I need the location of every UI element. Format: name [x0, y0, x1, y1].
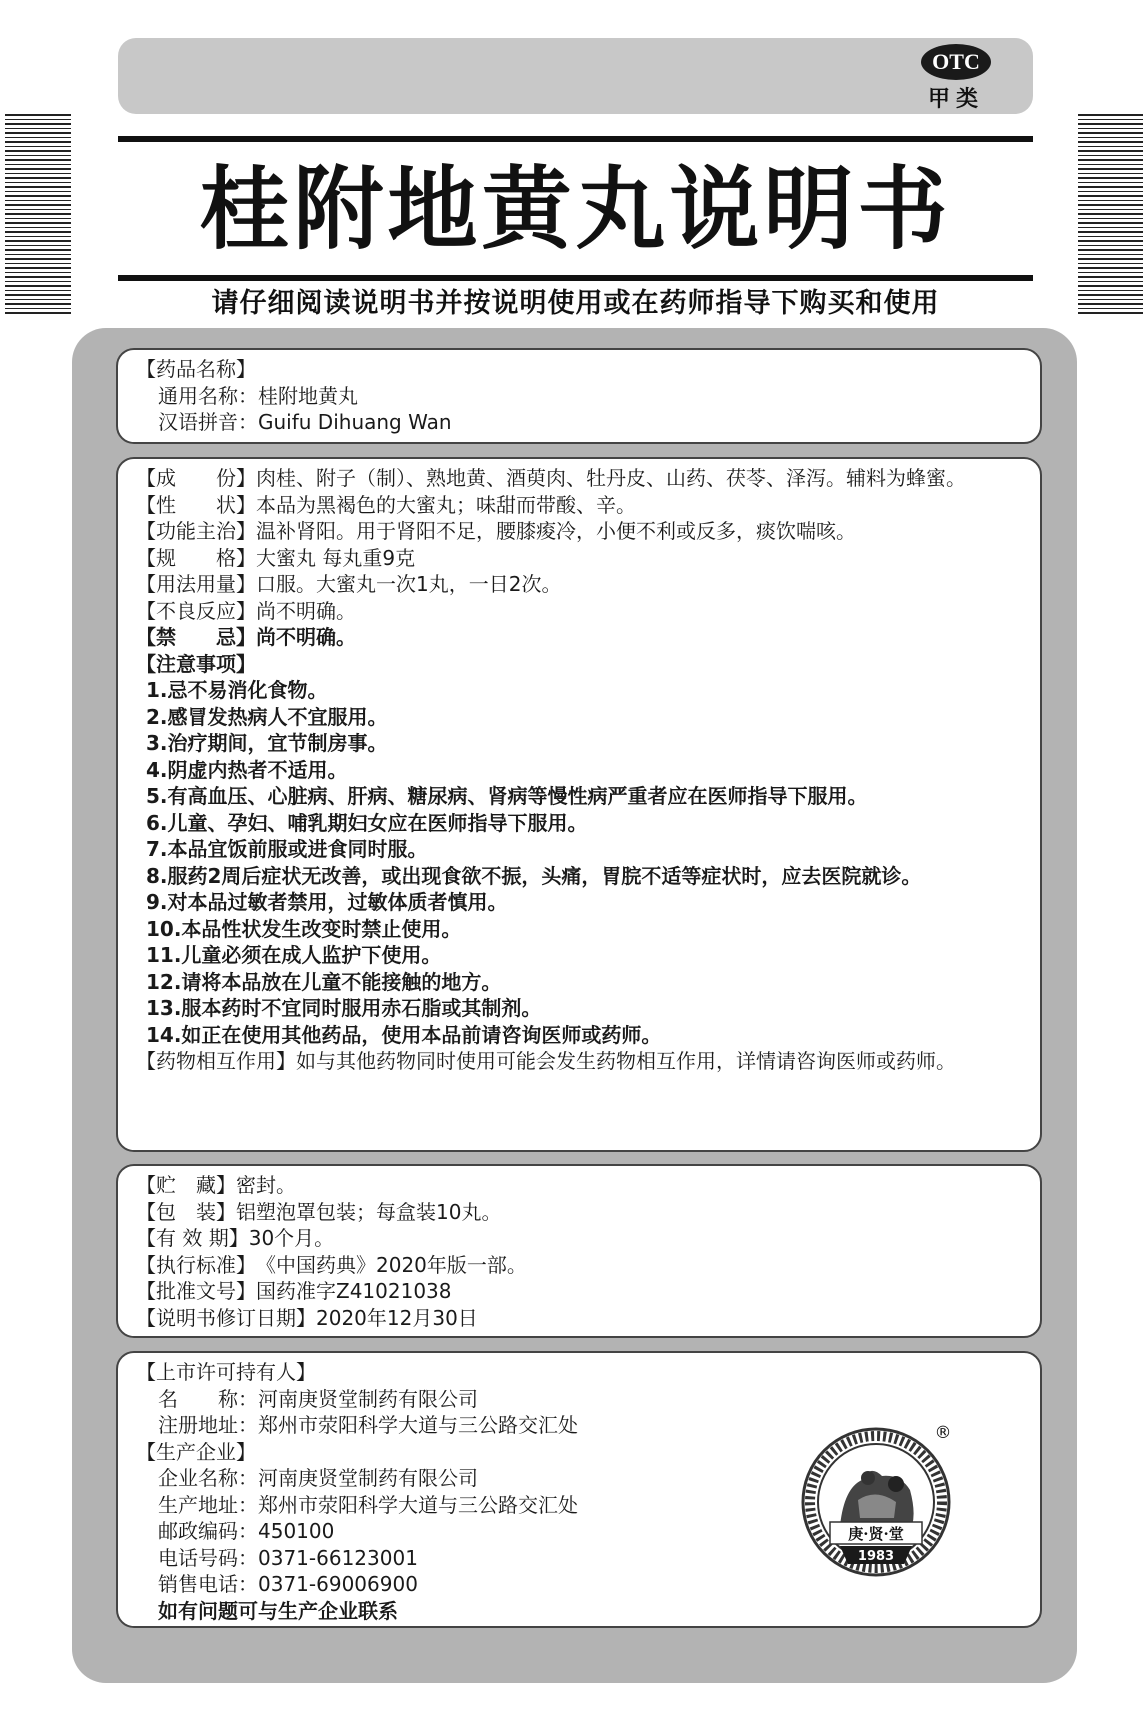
precaution-item: 9.对本品过敏者禁用，过敏体质者慎用。: [146, 890, 508, 914]
expiry-value: 30个月。: [248, 1226, 335, 1250]
package-label: 【包 装】: [136, 1199, 236, 1224]
manufacturer-heading: 【生产企业】: [136, 1439, 256, 1464]
manufacturer-name-label: 企业名称：: [158, 1466, 258, 1490]
approval-label: 【批准文号】: [136, 1279, 256, 1303]
manufacturer-address-value: 郑州市荥阳科学大道与三公路交汇处: [258, 1492, 578, 1517]
dosage-label: 【用法用量】: [136, 572, 256, 596]
holder-address-value: 郑州市荥阳科学大道与三公路交汇处: [258, 1413, 578, 1437]
contraindication-label: 【禁 忌】: [136, 625, 256, 649]
adverse-label: 【不良反应】: [136, 598, 256, 623]
precaution-item: 4.阴虚内热者不适用。: [146, 757, 348, 782]
precaution-item: 2.感冒发热病人不宜服用。: [146, 704, 388, 729]
phone-label: 电话号码：: [158, 1545, 258, 1570]
logo-brand-text: 庚·贤·堂: [848, 1525, 904, 1543]
indications-label: 【功能主治】: [136, 519, 256, 543]
precautions-label: 【注意事项】: [136, 651, 256, 676]
ingredients-label: 【成 份】: [136, 466, 256, 490]
precaution-item: 1.忌不易消化食物。: [146, 678, 328, 702]
barcode-left: [5, 114, 71, 314]
package-value: 铝塑泡罩包装；每盒装10丸。: [236, 1199, 502, 1224]
precaution-item: 5.有高血压、心脏病、肝病、糖尿病、肾病等慢性病严重者应在医师指导下服用。: [146, 784, 868, 808]
phone-value: 0371-66123001: [258, 1545, 418, 1570]
manufacturer-name-value: 河南庚贤堂制药有限公司: [258, 1466, 478, 1490]
precaution-item: 11.儿童必须在成人监护下使用。: [146, 943, 442, 967]
holder-address-label: 注册地址：: [158, 1413, 258, 1437]
storage-section: [116, 1164, 1042, 1338]
contact-note: 如有问题可与生产企业联系: [158, 1598, 398, 1623]
precaution-item: 10.本品性状发生改变时禁止使用。: [146, 916, 462, 941]
precaution-item: 13.服本药时不宜同时服用赤石脂或其制剂。: [146, 996, 542, 1020]
appearance-value: 本品为黑褐色的大蜜丸；味甜而带酸、辛。: [256, 492, 636, 517]
storage-value: 密封。: [236, 1173, 296, 1197]
precaution-item: 14.如正在使用其他药品，使用本品前请咨询医师或药师。: [146, 1022, 662, 1047]
storage-label: 【贮 藏】: [136, 1173, 236, 1197]
pinyin-value: Guifu Dihuang Wan: [258, 410, 452, 434]
holder-name-label: 名 称：: [158, 1386, 258, 1411]
generic-name-value: 桂附地黄丸: [258, 383, 358, 408]
revision-date-value: 2020年12月30日: [316, 1305, 478, 1330]
revision-date-label: 【说明书修订日期】: [136, 1305, 316, 1330]
drug-name-section: [116, 348, 1042, 444]
page-title: 桂附地黄丸说明书: [199, 157, 952, 262]
spec-value: 大蜜丸 每丸重9克: [256, 545, 416, 570]
ingredients-value: 肉桂、附子（制）、熟地黄、酒萸肉、牡丹皮、山药、茯苓、泽泻。辅料为蜂蜜。: [256, 466, 966, 490]
header-band: [118, 38, 1033, 114]
approval-value: 国药准字Z41021038: [256, 1279, 452, 1303]
drug-name-heading: 【药品名称】: [136, 357, 256, 381]
precaution-item: 8.服药2周后症状无改善，或出现食欲不振，头痛，胃脘不适等症状时，应去医院就诊。: [146, 863, 922, 888]
holder-name-value: 河南庚贤堂制药有限公司: [258, 1386, 478, 1411]
sales-phone-value: 0371-69006900: [258, 1572, 418, 1596]
indications-value: 温补肾阳。用于肾阳不足，腰膝痠冷，小便不利或反多，痰饮喘咳。: [256, 519, 856, 543]
appearance-label: 【性 状】: [136, 492, 256, 517]
pinyin-label: 汉语拼音：: [158, 410, 258, 434]
postcode-value: 450100: [258, 1519, 335, 1543]
company-logo: [800, 1418, 960, 1578]
precaution-item: 3.治疗期间，宜节制房事。: [146, 731, 388, 755]
standard-value: 《中国药典》2020年版一部。: [256, 1252, 527, 1277]
manufacturer-address-label: 生产地址：: [158, 1492, 258, 1517]
precaution-item: 7.本品宜饭前服或进食同时服。: [146, 837, 428, 861]
holder-heading: 【上市许可持有人】: [136, 1360, 316, 1384]
precaution-item: 6.儿童、孕妇、哺乳期妇女应在医师指导下服用。: [146, 810, 588, 835]
expiry-label: 【有 效 期】: [136, 1226, 249, 1250]
otc-badge: [918, 44, 994, 114]
precaution-item: 12.请将本品放在儿童不能接触的地方。: [146, 969, 502, 994]
standard-label: 【执行标准】: [136, 1252, 256, 1277]
spec-label: 【规 格】: [136, 545, 256, 570]
title-rule-bottom: [118, 275, 1033, 281]
interactions-value: 如与其他药物同时使用可能会发生药物相互作用，详情请咨询医师或药师。: [296, 1049, 956, 1073]
adverse-value: 尚不明确。: [256, 598, 356, 623]
interactions-label: 【药物相互作用】: [136, 1049, 296, 1073]
title-rule-top: [118, 136, 1033, 142]
subtitle: 请仔细阅读说明书并按说明使用或在药师指导下购买和使用: [211, 288, 940, 319]
barcode-right: [1078, 114, 1143, 314]
otc-class: 甲类: [927, 87, 984, 112]
contraindication-value: 尚不明确。: [256, 625, 356, 649]
generic-name-label: 通用名称：: [158, 383, 258, 408]
postcode-label: 邮政编码：: [158, 1519, 258, 1543]
registered-mark: ®: [934, 1423, 952, 1443]
logo-year: 1983: [857, 1549, 895, 1564]
otc-mark: OTC: [921, 44, 991, 80]
dosage-value: 口服。大蜜丸一次1丸，一日2次。: [256, 572, 562, 596]
sales-phone-label: 销售电话：: [158, 1572, 258, 1596]
details-section: [116, 457, 1042, 1152]
